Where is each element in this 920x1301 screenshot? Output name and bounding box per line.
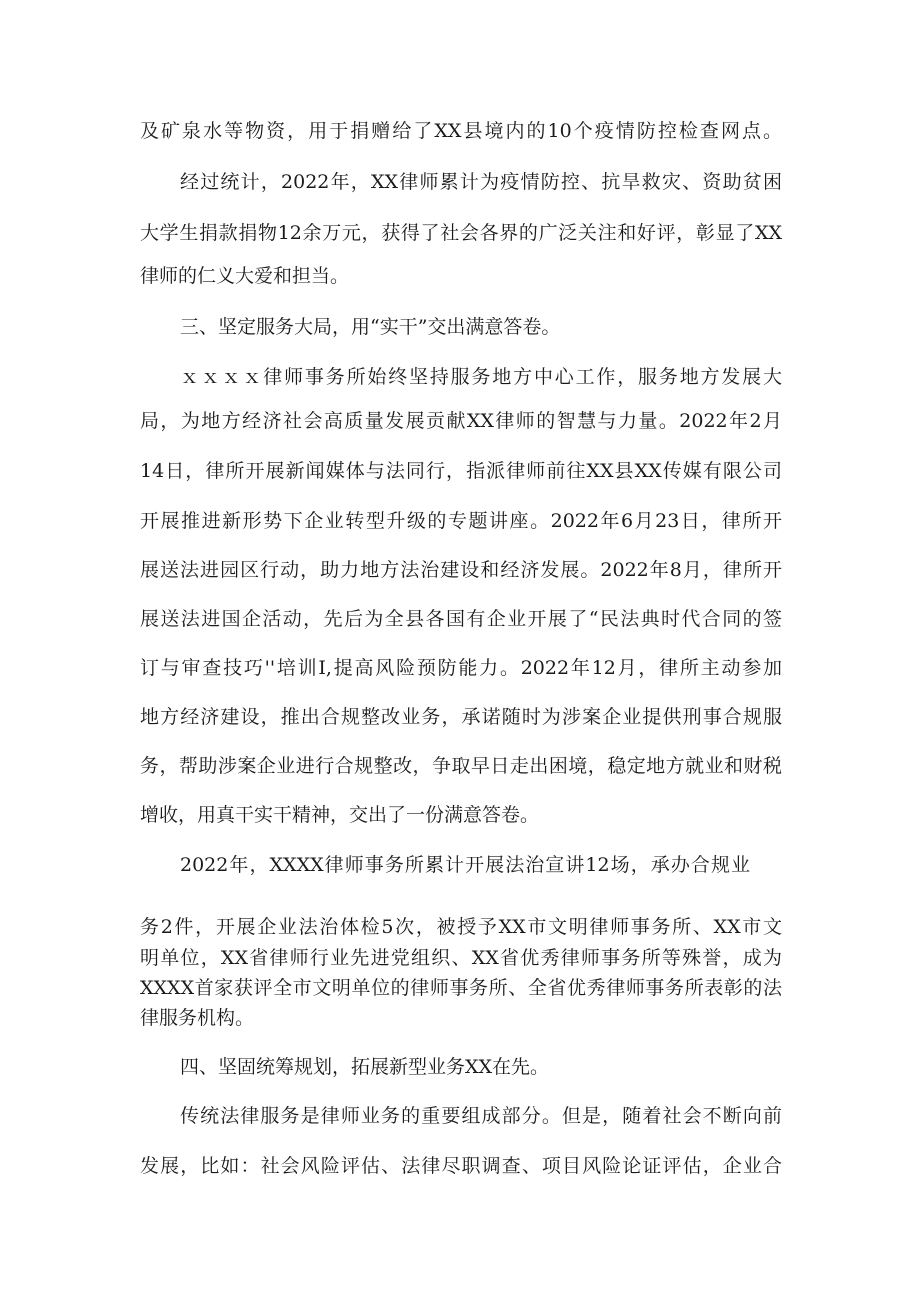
text-line: 及矿泉水等物资，用于捐赠给了XX县境内的10个疫情防控检查网点。: [140, 120, 782, 142]
text-line: 增收，用真干实干精神，交出了一份满意答卷。: [140, 804, 540, 826]
text-line: 传统法律服务是律师业务的重要组成部分。但是，随着社会不断向前: [180, 1105, 782, 1127]
text-line: 展送法进国企活动，先后为全县各国有企业开展了“民法典时代合同的签: [140, 608, 782, 630]
text-line: 订与审查技巧''培训I,提高风险预防能力。2022年12月，律所主动参加: [140, 657, 782, 679]
text-line: 地方经济建设，推出合规整改业务，承诺随时为涉案企业提供刑事合规服: [140, 706, 782, 728]
text-line: 开展推进新形势下企业转型升级的专题讲座。2022年6月23日，律所开: [140, 510, 782, 532]
text-line: 2022年，XXXX律师事务所累计开展法治宣讲12场，承办合规业: [180, 854, 750, 876]
text-line: ｘｘｘｘ律师事务所始终坚持服务地方中心工作，服务地方发展大: [180, 366, 782, 388]
text-line: 律服务机构。: [140, 1007, 255, 1029]
text-line: 务，帮助涉案企业进行合规整改，争取早日走出困境，稳定地方就业和财税: [140, 755, 782, 777]
section-heading: 三、坚定服务大局，用“实干”交出满意答卷。: [180, 316, 561, 338]
text-line: 展送法进园区行动，助力地方法治建设和经济发展。2022年8月，律所开: [140, 559, 782, 581]
text-line: 务2件，开展企业法治体检5次，被授予XX市文明律师事务所、XX市文: [140, 916, 782, 938]
text-line: 经过统计，2022年，XX律师累计为疫情防控、抗旱救灾、资助贫困: [180, 171, 782, 193]
text-line: 局，为地方经济社会高质量发展贡献XX律师的智慧与力量。2022年2月: [140, 410, 782, 432]
text-line: XXXX首家获评全市文明单位的律师事务所、全省优秀律师事务所表彰的法: [140, 977, 782, 999]
text-line: 大学生捐款捐物12余万元，获得了社会各界的广泛关注和好评，彰显了XX: [140, 222, 782, 244]
text-line: 14日，律所开展新闻媒体与法同行，指派律师前往XX县XX传媒有限公司: [140, 460, 782, 482]
text-line: 发展，比如：社会风险评估、法律尽职调查、项目风险论证评估，企业合: [140, 1155, 782, 1177]
section-heading: 四、坚固统筹规划，拓展新型业务XX在先。: [180, 1056, 550, 1078]
text-line: 律师的仁义大爱和担当。: [140, 265, 350, 287]
text-line: 明单位，XX省律师行业先进党组织、XX省优秀律师事务所等殊誉，成为: [140, 947, 782, 969]
